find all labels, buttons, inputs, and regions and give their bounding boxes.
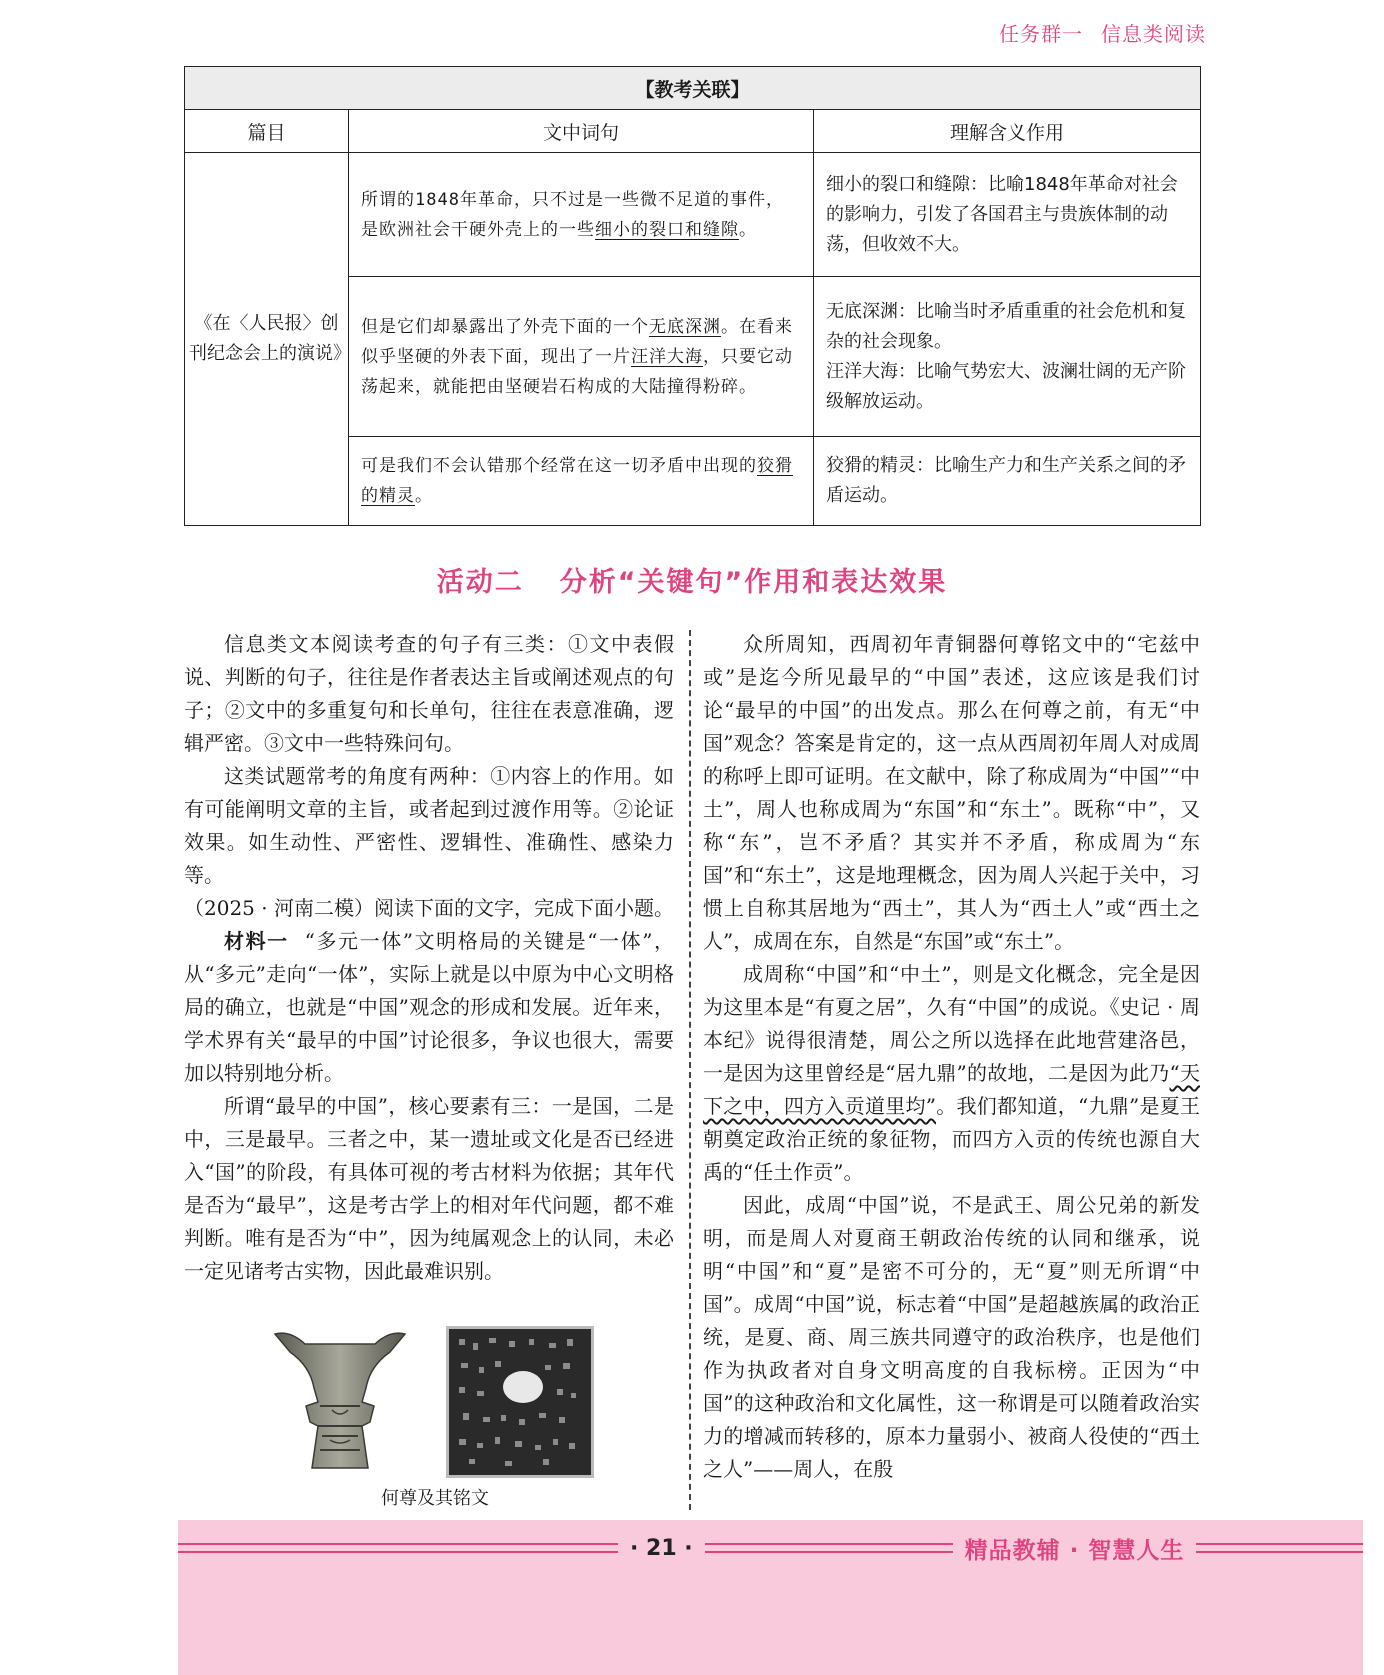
exam-relation-table (184, 66, 1201, 526)
right-column (703, 628, 1200, 1486)
table-title: 【教考关联】 (185, 67, 1201, 110)
footer-rule (178, 1543, 618, 1553)
material-label: 材料一 (224, 929, 289, 953)
quote-cell: 但是它们却暴露出了外壳下面的一个无底深渊。在看来似乎坚硬的外表下面，现出了一片汪洋大海，只要它动荡起来，就能把由坚硬岩石构成的大陆撞得粉碎。 (349, 277, 814, 437)
page-footer (178, 1520, 1363, 1675)
column-divider (689, 630, 691, 1510)
page-number: · 21 · (630, 1535, 693, 1561)
column-header-quote: 文中词句 (349, 110, 814, 153)
footer-rule (705, 1543, 953, 1553)
paragraph: 所谓“最早的中国”，核心要素有三：一是国，二是中，三是最早。三者之中，某一遗址或文化是否已经进入“国”的阶段，有具体可视的考古材料为依据；其年代是否为“最早”，这是考古学上的相对年代问题，都不难判断。唯有是否为“中”，因为纯属观念上的认同，未必一定见诸考古实物，因此最难识别。 (184, 1094, 674, 1283)
paragraph: 信息类文本阅读考查的句子有三类：①文中表假说、判断的句子，往往是作者表达主旨或阐述观点的句子；②文中的多重复句和长单句，往往在表意准确，逻辑严密。③文中一些特殊问句。 (184, 632, 674, 755)
paragraph: 众所周知，西周初年青铜器何尊铭文中的“宅兹中或”是迄今所见最早的“中国”表述，这应该是我们讨论“最早的中国”的出发点。那么在何尊之前，有无“中国”观念？答案是肯定的，这一点从西周初年周人对成周的称呼上即可证明。在文献中，除了称成周为“中国”“中土”，周人也称成周为“东国”和“东土”。既称“中”，又称“东”，岂不矛盾？其实并不矛盾，称成周为“东国”和“东土”，这是地理概念，因为周人兴起于关中，习惯上自称其居地为“西土”，其人为“西土人”或“西土之人”，成周在东，自然是“东国”或“东土”。 (703, 632, 1200, 953)
paragraph: 因此，成周“中国”说，不是武王、周公兄弟的新发明，而是周人对夏商王朝政治传统的认同和继承，说明“中国”和“夏”是密不可分的，无“夏”则无所谓“中国”。成周“中国”说，标志着“中国”是超越族属的政治正统，是夏、商、周三族共同遵守的政治秩序，也是他们作为执政者对自身文明高度的自我标榜。正因为“中国”的这种政治和文化属性，这一称谓是可以随着政治实力的增减而转移的，原本力量弱小、被商人役使的“西土之人”——周人，在殷 (703, 1193, 1200, 1481)
activity-title: 分析“关键句”作用和表达效果 (559, 567, 948, 598)
column-header-piece: 篇目 (185, 110, 349, 153)
paragraph: 这类试题常考的角度有两种：①内容上的作用。如有可能阐明文章的主旨，或者起到过渡作用等。②论证效果。如生动性、严密性、逻辑性、准确性、感染力等。 (184, 764, 674, 887)
page-header (999, 18, 1206, 47)
piece-title: 《在〈人民报〉创刊纪念会上的演说》 (185, 153, 349, 526)
table-row (185, 153, 1201, 277)
inscription-rubbing-image (446, 1326, 594, 1478)
footer-band (178, 1530, 1363, 1566)
header-group: 任务群一 (999, 22, 1083, 46)
underlined-phrase: 汪洋大海 (631, 346, 703, 367)
quote-cell: 所谓的1848年革命，只不过是一些微不足道的事件，是欧洲社会干硬外壳上的一些细小的裂口和缝隙。 (349, 153, 814, 277)
paragraph: 成周称“中国”和“中土”，则是文化概念，完全是因为这里本是“有夏之居”，久有“中国”的成说。《史记 · 周本纪》说得很清楚，周公之所以选择在此地营建洛邑，一是因为这里曾经是“居九鼎”的故地，二是因为此乃“天下之中，四方入贡道里均”。我们都知道，“九鼎”是夏王朝奠定政治正统的象征物，而四方入贡的传统也源自大禹的“任土作贡”。 (703, 962, 1200, 1184)
underlined-phrase: 狡猾的精灵 (361, 456, 793, 506)
meaning-cell: 无底深渊：比喻当时矛盾重重的社会危机和复杂的社会现象。 汪洋大海：比喻气势宏大、波澜壮阔的无产阶级解放运动。 (814, 277, 1201, 437)
quote-cell: 可是我们不会认错那个经常在这一切矛盾中出现的狡猾的精灵。 (349, 437, 814, 526)
wavy-underlined-quote: “天下之中，四方入贡道里均” (703, 1061, 1200, 1118)
meaning-cell: 狡猾的精灵：比喻生产力和生产关系之间的矛盾运动。 (814, 437, 1201, 526)
exam-source: （2025 · 河南二模）阅读下面的文字，完成下面小题。 (184, 896, 674, 920)
meaning-cell: 细小的裂口和缝隙：比喻1848年革命对社会的影响力，引发了各国君主与贵族体制的动荡，但收效不大。 (814, 153, 1201, 277)
activity-heading (0, 560, 1384, 599)
bronze-vessel-image (270, 1326, 410, 1476)
left-column (184, 628, 674, 1288)
underlined-phrase: 无底深渊 (649, 316, 721, 337)
figure-caption: 何尊及其铭文 (381, 1488, 489, 1509)
he-zun-figure (270, 1326, 600, 1516)
paragraph: 材料一 “多元一体”文明格局的关键是“一体”，从“多元”走向“一体”，实际上就是以中原为中心文明格局的确立，也就是“中国”观念的形成和发展。近年来，学术界有关“最早的中国”讨论很多，争议也很大，需要加以特别地分析。 (184, 929, 675, 1085)
footer-slogan: 精品教辅 · 智慧人生 (964, 1537, 1185, 1564)
footer-rule (1196, 1543, 1363, 1553)
underlined-phrase: 细小的裂口和缝隙 (595, 219, 739, 240)
activity-label: 活动二 (436, 567, 524, 598)
column-header-meaning: 理解含义作用 (814, 110, 1201, 153)
header-title: 信息类阅读 (1101, 22, 1206, 46)
